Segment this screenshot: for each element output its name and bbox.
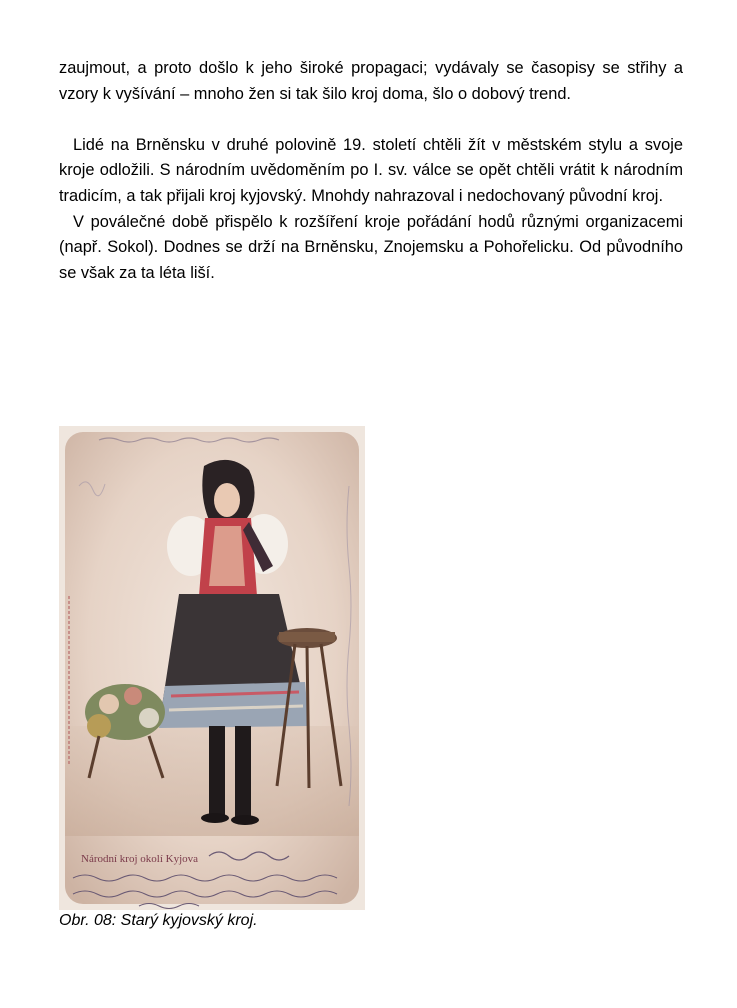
paragraph-3: V poválečné době přispělo k rozšíření kroje pořádání hodů různými organizacemi (např. Sokol). Dodnes se drží na Brněnsku, Znojemsku a Pohořelicku. Od původního se však za ta léta liší. — [59, 212, 683, 282]
paragraph-2: Lidé na Brněnsku v druhé polovině 19. století chtěli žít v městském stylu a svoje kroje odložili. S národním uvědoměním po I. sv. válce se opět chtěli vrátit k národním tradicím, a tak přijali kroj kyjovský. Mnohdy nahrazoval i nedochovaný původní kroj. — [59, 135, 683, 205]
paragraph-1: zaujmout, a proto došlo k jeho široké propagaci; vydávaly se časopisy se střihy a vzory k vyšívání – mnoho žen si tak šilo kroj doma, šlo o dobový trend. — [59, 59, 683, 103]
postcard-printed-caption: Národní kroj okolí Kyjova — [81, 853, 199, 865]
postcard-figure — [59, 426, 365, 910]
body-text — [59, 56, 683, 286]
postcard-image — [59, 426, 365, 910]
figure-caption: Obr. 08: Starý kyjovský kroj. — [59, 912, 258, 929]
